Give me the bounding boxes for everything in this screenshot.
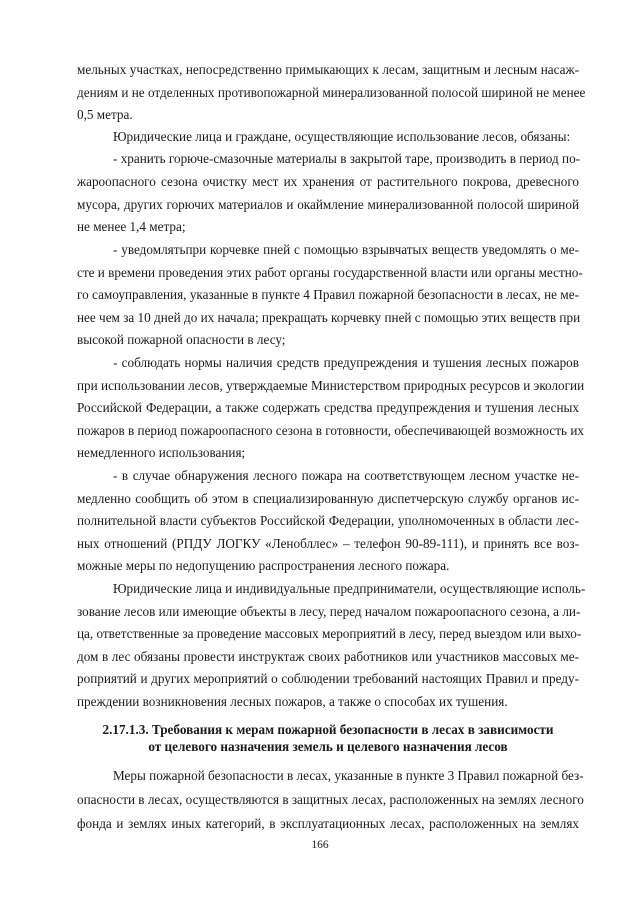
text-line: ца, ответственные за проведение массовых мероприятий в лесу, перед выездом или выхо- [77,626,582,641]
text-line: полнительной власти субъектов Российской Федерации, уполномоченных в области лес- [77,513,579,528]
text-line: Меры пожарной безопасности в лесах, указанные в пункте 3 Правил пожарной без- [113,768,584,783]
text-line: Юридические лица и индивидуальные предприниматели, осуществляющие исполь- [113,581,586,596]
text-line: сте и времени проведения этих работ органы государственной власти или органы местно- [77,265,583,280]
page-number: 166 [311,839,329,851]
text-line: немедленного использования; [77,445,246,460]
text-line: не менее 1,4 метра; [77,219,186,234]
text-line: Юридические лица и граждане, осуществляющие использование лесов, обязаны: [113,129,571,144]
text-line: 0,5 метра. [77,107,133,122]
text-line: зование лесов или имеющие объекты в лесу, перед началом пожароопасного сезона, а ли- [77,604,581,619]
text-line: фонда и землях иных категорий, в эксплуатационных лесах, расположенных на землях [77,816,579,831]
text-line: опасности в лесах, осуществляются в защитных лесах, расположенных на землях лесного [77,792,584,807]
text-line: роприятий и других мероприятий о соблюдении требований настоящих Правил и преду- [77,671,579,686]
text-line: Российской Федерации, а также содержать средства предупреждения и тушения лесных [77,400,579,415]
text-line: можные меры по недопущению распространения лесного пожара. [77,558,450,573]
section-heading-line-2: от целевого назначения земель и целевого назначения лесов [148,739,508,754]
text-line: - хранить горюче-смазочные материалы в закрытой таре, производить в период по- [113,151,581,166]
text-line: медленно сообщить об этом в специализированную диспетчерскую службу органов ис- [77,491,579,506]
text-line: мельных участках, непосредственно примыкающих к лесам, защитным и лесным насаж- [77,62,579,77]
text-line: - уведомлятьпри корчевке пней с помощью взрывчатых веществ уведомлять о ме- [113,242,579,257]
section-heading-line-1: 2.17.1.3. Требования к мерам пожарной безопасности в лесах в зависимости [102,722,554,737]
text-line: дом в лес обязаны провести инструктаж своих работников или участников массовых ме- [77,649,579,664]
text-line: высокой пожарной опасности в лесу; [77,332,286,347]
text-line: - в случае обнаружения лесного пожара на соответствующем лесном участке не- [113,468,579,483]
text-line: при использовании лесов, утверждаемые Министерством природных ресурсов и экологии [77,378,585,393]
text-line: го самоуправления, указанные в пункте 4 Правил пожарной безопасности в лесах, не ме- [77,287,579,302]
text-line: - соблюдать нормы наличия средств предупреждения и тушения лесных пожаров [113,355,579,370]
text-line: мусора, других горючих материалов и окаймление минерализованной полосой шириной [77,197,579,212]
text-line: нее чем за 10 дней до их начала; прекращать корчевку пней с помощью этих веществ при [77,310,581,325]
text-line: преждении возникновения лесных пожаров, а также о способах их тушения. [77,694,508,709]
text-line: жароопасного сезона очистку мест их хранения от растительного покрова, древесного [77,174,579,189]
text-line: дениям и не отделенных противопожарной минерализованной полосой шириной не менее [77,85,586,100]
text-line: пожаров в период пожароопасного сезона в готовности, обеспечивающей возможность их [77,423,584,438]
text-line: ных отношений (РПДУ ЛОГКУ «Ленобллес» – телефон 90-89-111), и принять все воз- [77,536,579,551]
